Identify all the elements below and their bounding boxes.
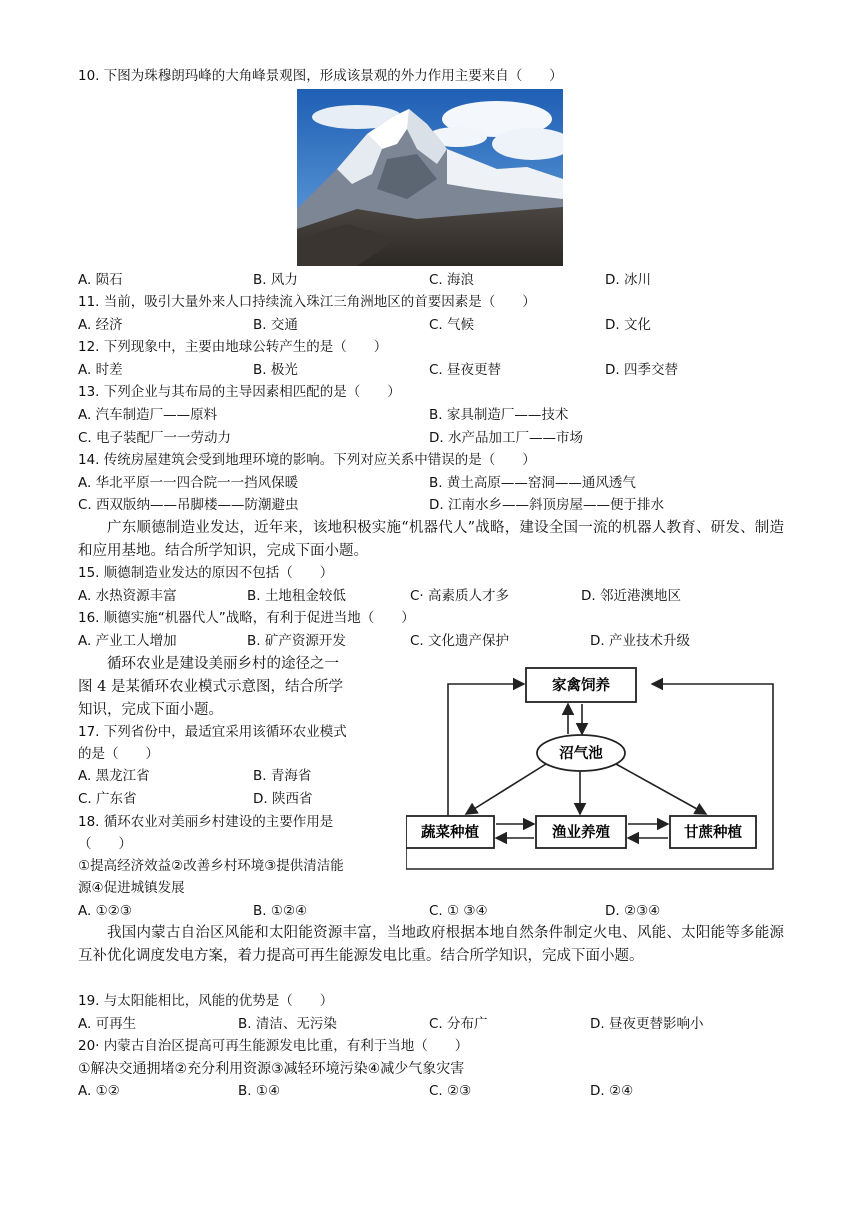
q12-option-b: B. 极光 (253, 362, 298, 378)
q17-option-b: B. 青海省 (253, 768, 312, 784)
q12-stem: 12. 下列现象中，主要由地球公转产生的是（ ） (78, 339, 388, 355)
q11-option-b: B. 交通 (253, 317, 298, 333)
q17-stem-line1: 17. 下列省份中，最适宜采用该循环农业模式 (78, 724, 347, 740)
q19-option-c: C. 分布广 (429, 1016, 488, 1032)
passage-circular-line3: 知识，完成下面小题。 (78, 702, 223, 718)
box-fishery: 渔业养殖 (552, 824, 610, 841)
q19-option-b: B. 清洁、无污染 (238, 1016, 337, 1032)
q18-items-line2: 源④促进城镇发展 (78, 880, 185, 896)
q17-stem-line2: 的是（ ） (78, 746, 159, 762)
q19-option-d: D. 昼夜更替影响小 (590, 1016, 704, 1032)
q15-option-c: C· 高素质人才多 (410, 588, 510, 604)
box-biogas: 沼气池 (559, 745, 603, 762)
q10-option-a: A. 陨石 (78, 272, 123, 288)
q12-option-d: D. 四季交替 (605, 362, 678, 378)
q17-option-a: A. 黑龙江省 (78, 768, 150, 784)
q12-option-a: A. 时差 (78, 362, 123, 378)
q11-stem: 11. 当前，吸引大量外来人口持续流入珠江三角洲地区的首要因素是（ ） (78, 294, 536, 310)
q18-option-d: D. ②③④ (605, 903, 661, 919)
q18-stem-line1: 18. 循环农业对美丽乡村建设的主要作用是 (78, 814, 334, 830)
q10-option-d: D. 冰川 (605, 272, 651, 288)
q20-items: ①解决交通拥堵②充分利用资源③减轻环境污染④减少气象灾害 (78, 1061, 465, 1077)
q18-stem-line2: （ ） (78, 836, 132, 852)
passage-circular-line1: 循环农业是建设美丽乡村的途径之一 (107, 656, 339, 672)
passage-shunde: 广东顺德制造业发达，近年来，该地积极实施“机器代人”战略，建设全国一流的机器人教育、研发、制造和应用基地。结合所学知识，完成下面小题。 (78, 520, 784, 559)
q18-option-a: A. ①②③ (78, 903, 132, 919)
q16-option-b: B. 矿产资源开发 (247, 633, 346, 649)
q16-stem: 16. 顺德实施“机器代人”战略，有利于促进当地（ ） (78, 610, 415, 626)
box-vegetables: 蔬菜种植 (421, 824, 479, 841)
q13-option-c: C. 电子装配厂一一劳动力 (78, 430, 232, 446)
passage-inner-mongolia: 我国内蒙古自治区风能和太阳能资源丰富，当地政府根据本地自然条件制定火电、风能、太阳能等多能源互补优化调度发电方案，着力提高可再生能源发电比重。结合所学知识，完成下面小题。 (78, 925, 784, 964)
q10-option-b: B. 风力 (253, 272, 298, 288)
q14-stem: 14. 传统房屋建筑会受到地理环境的影响。下列对应关系中错误的是（ ） (78, 452, 536, 468)
q11-option-c: C. 气候 (429, 317, 475, 333)
q18-option-b: B. ①②④ (253, 903, 308, 919)
q13-option-d: D. 水产品加工厂——市场 (429, 430, 583, 446)
q20-option-b: B. ①④ (238, 1083, 281, 1099)
q13-option-a: A. 汽车制造厂——原料 (78, 407, 218, 423)
passage-circular-line2: 图 4 是某循环农业模式示意图，结合所学 (78, 679, 343, 695)
q19-option-a: A. 可再生 (78, 1016, 137, 1032)
mountain-photo (297, 89, 563, 266)
q14-option-a: A. 华北平原一一四合院一一挡风保暖 (78, 475, 299, 491)
q15-option-d: D. 邻近港澳地区 (581, 588, 681, 604)
q15-option-a: A. 水热资源丰富 (78, 588, 177, 604)
q14-option-d: D. 江南水乡——斜顶房屋——便于排水 (429, 497, 664, 513)
q19-stem: 19. 与太阳能相比，风能的优势是（ ） (78, 993, 334, 1009)
q20-option-a: A. ①② (78, 1083, 120, 1099)
box-sugarcane: 甘蔗种植 (684, 824, 742, 841)
q12-option-c: C. 昼夜更替 (429, 362, 502, 378)
q20-option-d: D. ②④ (590, 1083, 634, 1099)
q20-stem: 20· 内蒙古自治区提高可再生能源发电比重，有利于当地（ ） (78, 1038, 469, 1054)
q17-option-c: C. 广东省 (78, 791, 137, 807)
q16-option-a: A. 产业工人增加 (78, 633, 177, 649)
q15-stem: 15. 顺德制造业发达的原因不包括（ ） (78, 565, 334, 581)
q18-option-c: C. ① ③④ (429, 903, 488, 919)
q10-stem: 10. 下图为珠穆朗玛峰的大角峰景观图，形成该景观的外力作用主要来自（ ） (78, 68, 563, 84)
q14-option-c: C. 西双版纳——吊脚楼——防潮避虫 (78, 497, 299, 513)
q15-option-b: B. 土地租金较低 (247, 588, 346, 604)
q11-option-a: A. 经济 (78, 317, 123, 333)
q18-items-line1: ①提高经济效益②改善乡村环境③提供清洁能 (78, 858, 344, 874)
q20-option-c: C. ②③ (429, 1083, 472, 1099)
q16-option-d: D. 产业技术升级 (590, 633, 690, 649)
q14-option-b: B. 黄土高原——窑洞——通风透气 (429, 475, 636, 491)
q13-option-b: B. 家具制造厂——技术 (429, 407, 569, 423)
q10-option-c: C. 海浪 (429, 272, 475, 288)
q13-stem: 13. 下列企业与其布局的主导因素相匹配的是（ ） (78, 384, 401, 400)
box-poultry: 家禽饲养 (552, 677, 610, 694)
q16-option-c: C. 文化遗产保护 (410, 633, 510, 649)
circular-agriculture-diagram (406, 664, 778, 870)
q17-option-d: D. 陕西省 (253, 791, 313, 807)
q11-option-d: D. 文化 (605, 317, 651, 333)
